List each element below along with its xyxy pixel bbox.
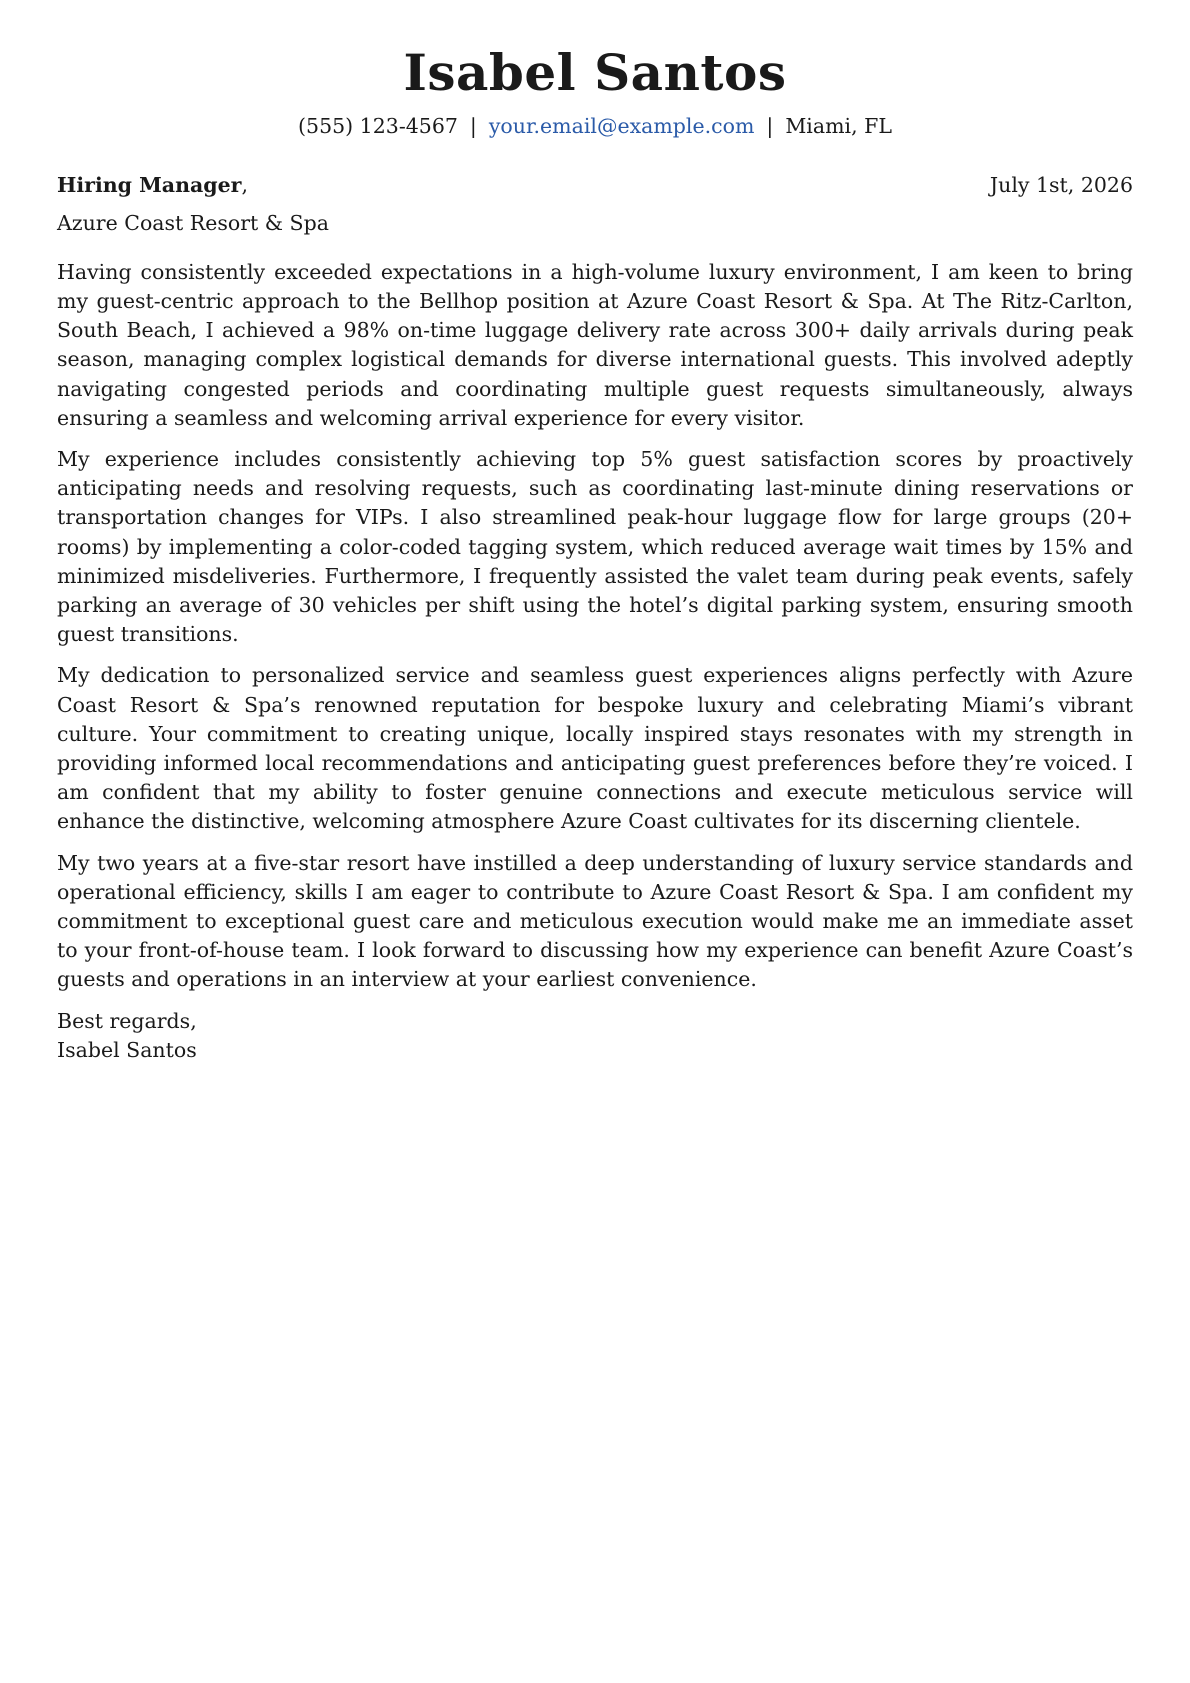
contact-line (57, 114, 1133, 139)
closing (57, 1007, 1133, 1065)
letter-date: July 1st, 2026 (989, 172, 1133, 197)
phone-number: (555) 123-4567 (298, 114, 458, 138)
recipient-greeting (57, 173, 248, 198)
recipient-name: Hiring Manager (57, 172, 242, 197)
body-paragraph: My dedication to personalized service and seamless guest experiences aligns perfectly with Azure Coast Resort & Spa’s renowned reputation for bespoke luxury and celebrating Miami’s vibrant culture. Your commitment to creating unique, locally inspired stays resonates with my strength in providing informed local recommendations and anticipating guest preferences before they’re voiced. I am confident that my ability to foster genuine connections and execute meticulous service will enhance the distinctive, welcoming atmosphere Azure Coast cultivates for its discerning clientele. (57, 663, 1133, 834)
contact-separator: | (766, 114, 774, 138)
recipient-row (57, 173, 1133, 198)
recipient-company: Azure Coast Resort & Spa (57, 211, 329, 236)
body-paragraph: My experience includes consistently achieving top 5% guest satisfaction scores by proactively anticipating needs and resolving requests, such as coordinating last-minute dining reservations or transportation changes for VIPs. I also streamlined peak-hour luggage flow for large groups (20+ rooms) by implementing a color-coded tagging system, which reduced average wait times by 15% and minimized misdeliveries. Furthermore, I frequently assisted the valet team during peak events, safely parking an average of 30 vehicles per shift using the hotel’s digital parking system, ensuring smooth guest transitions. (57, 447, 1133, 647)
email-link[interactable]: your.email@example.com (488, 114, 755, 138)
closing-salutation: Best regards, (57, 1008, 197, 1033)
applicant-name: Isabel Santos (403, 43, 787, 102)
location: Miami, FL (785, 114, 892, 138)
signature: Isabel Santos (57, 1037, 197, 1062)
body-paragraph: Having consistently exceeded expectations in a high-volume luxury environment, I am keen to bring my guest-centric approach to the Bellhop position at Azure Coast Resort & Spa. At The Ritz-Carlton, South Beach, I achieved a 98% on-time luggage delivery rate across 300+ daily arrivals during peak season, managing complex logistical demands for diverse international guests. This involved adeptly navigating congested periods and coordinating multiple guest requests simultaneously, always ensuring a seamless and welcoming arrival experience for every visitor. (57, 259, 1133, 430)
recipient-suffix: , (241, 172, 248, 197)
body-paragraph: My two years at a five-star resort have instilled a deep understanding of luxury service standards and operational efficiency, skills I am eager to contribute to Azure Coast Resort & Spa. I am confident my commitment to exceptional guest care and meticulous execution would make me an immediate asset to your front-of-house team. I look forward to discussing how my experience can benefit Azure Coast’s guests and operations in an interview at your earliest convenience. (57, 850, 1133, 992)
letter-body (57, 258, 1133, 995)
contact-separator: | (469, 114, 477, 138)
